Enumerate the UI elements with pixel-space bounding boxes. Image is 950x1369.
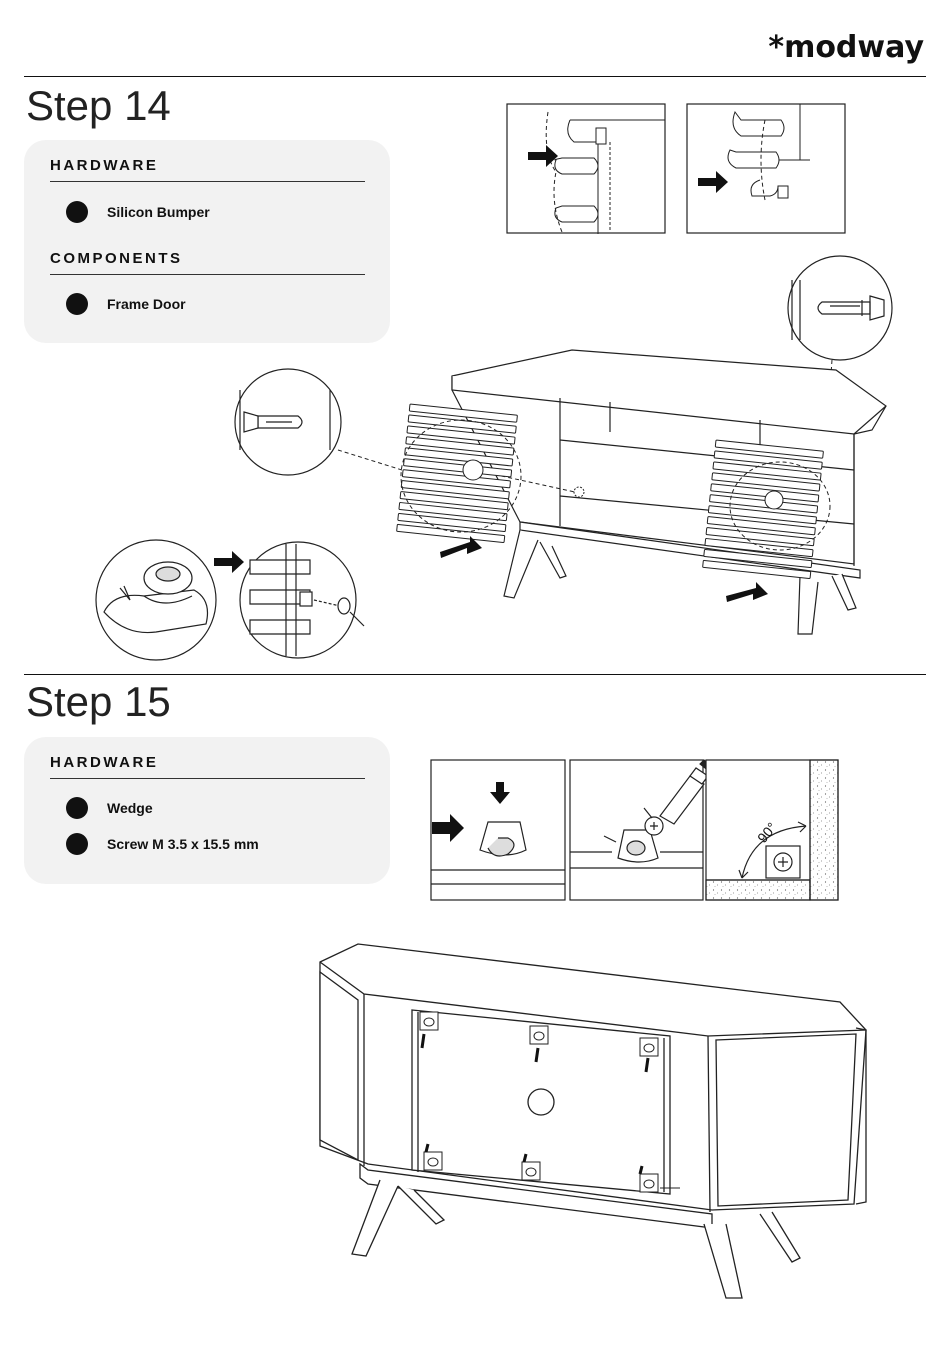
callout-bumper-right (788, 256, 892, 360)
cabinet-rear-view (320, 944, 866, 1298)
cabinet-front-view (452, 350, 886, 634)
hardware-heading: HARDWARE (50, 157, 159, 174)
hardware-item-label: Screw M 3.5 x 15.5 mm (107, 836, 259, 852)
step-14-title: Step 14 (26, 82, 171, 129)
hardware-item-label: Wedge (107, 800, 153, 816)
hardware-item-label: Silicon Bumper (107, 204, 210, 220)
component-item-label: Frame Door (107, 296, 186, 312)
detail-box-wedge-place (431, 760, 565, 900)
hardware-heading: HARDWARE (50, 754, 159, 771)
arrow-right-icon (214, 551, 244, 573)
brand-logo: *modway (768, 30, 924, 65)
step-15-title: Step 15 (26, 678, 171, 725)
arrow-right-icon (528, 145, 558, 167)
callout-peel-bumper (96, 540, 216, 660)
detail-box-hinge-right (687, 104, 845, 233)
detail-box-hinge-left (507, 104, 665, 234)
angle-label: 90° (754, 819, 780, 846)
components-heading: COMPONENTS (50, 250, 183, 267)
arrow-up-icon (726, 582, 768, 602)
slatted-door-left (397, 404, 518, 543)
detail-box-wedge-screw (570, 760, 714, 900)
arrow-right-icon (698, 171, 728, 193)
callout-bumper-left (235, 369, 341, 475)
callout-apply-bumper (240, 542, 364, 658)
